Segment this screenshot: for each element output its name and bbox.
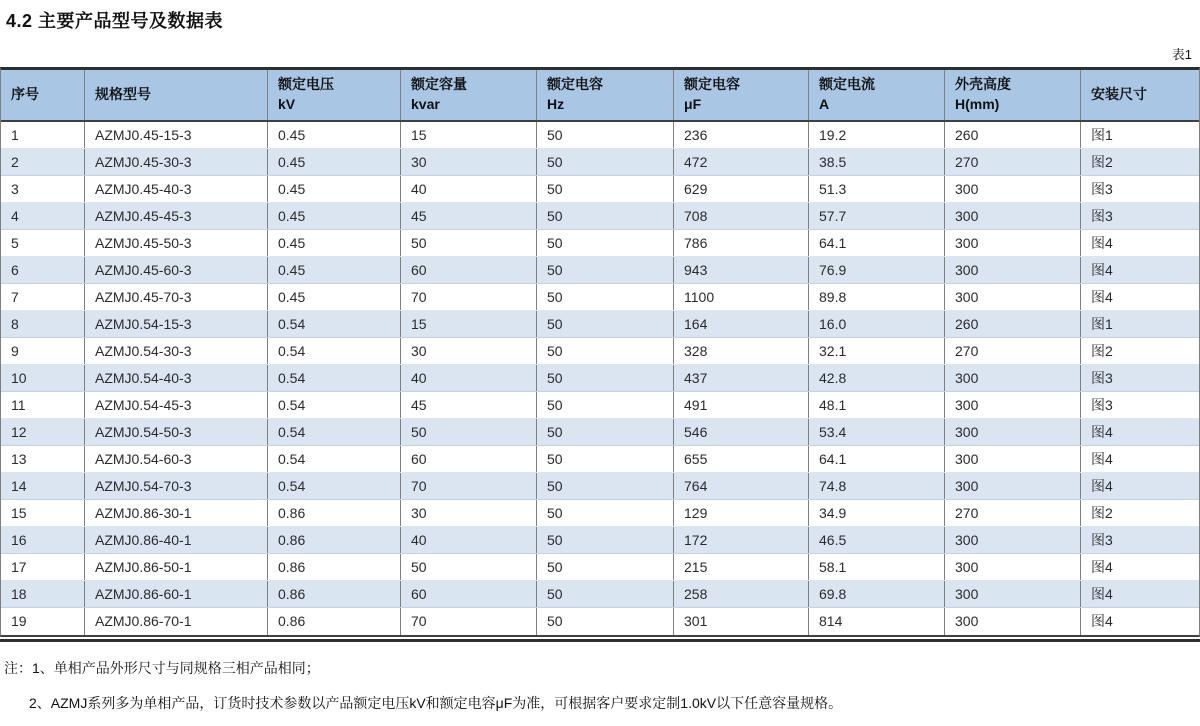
table-cell: 0.86 — [268, 500, 401, 526]
table-cell: 215 — [674, 554, 809, 580]
table-cell: 45 — [401, 392, 537, 418]
table-cell: 1 — [1, 122, 85, 148]
table-row — [1, 473, 1199, 500]
note-line-1 — [4, 659, 1200, 679]
table-cell: 300 — [945, 419, 1081, 445]
table-cell: AZMJ0.86-70-1 — [85, 608, 268, 635]
table-cell: AZMJ0.54-15-3 — [85, 311, 268, 337]
table-cell: 42.8 — [809, 365, 945, 391]
table-cell: 50 — [537, 581, 674, 607]
table-row — [1, 230, 1199, 257]
table-cell: 0.54 — [268, 338, 401, 364]
table-cell: 546 — [674, 419, 809, 445]
table-cell: 32.1 — [809, 338, 945, 364]
table-cell: 70 — [401, 284, 537, 310]
table-cell: 图4 — [1091, 289, 1113, 305]
table-cell: 50 — [401, 554, 537, 580]
table-cell: 300 — [945, 230, 1081, 256]
table-cell: 0.54 — [268, 446, 401, 472]
table-cell: 300 — [945, 365, 1081, 391]
table-row — [1, 527, 1199, 554]
table-cell: AZMJ0.54-30-3 — [85, 338, 268, 364]
table-cell: 图3 — [1091, 532, 1113, 548]
table-cell: 76.9 — [809, 257, 945, 283]
table-cell: 2 — [1, 149, 85, 175]
table-bottom-border — [0, 639, 1200, 642]
table-cell: 50 — [537, 176, 674, 202]
table-cell: AZMJ0.45-45-3 — [85, 203, 268, 229]
table-cell: 300 — [945, 581, 1081, 607]
table-cell: 图3 — [1091, 397, 1113, 413]
table-row — [1, 419, 1199, 446]
table-cell: 300 — [945, 176, 1081, 202]
table-label: 表1 — [1171, 47, 1192, 62]
column-header-3: 额定电压 kV — [268, 70, 401, 120]
table-header-row — [1, 70, 1199, 122]
table-cell: 50 — [537, 149, 674, 175]
table-cell: 491 — [674, 392, 809, 418]
table-cell: 图2 — [1091, 343, 1113, 359]
table-cell: 300 — [945, 257, 1081, 283]
table-cell: 50 — [537, 122, 674, 148]
note-1-text: 1、单相产品外形尺寸与同规格三相产品相同； — [32, 660, 320, 676]
table-cell: 15 — [401, 122, 537, 148]
table-cell: 图3 — [1091, 370, 1113, 386]
table-cell: 13 — [1, 446, 85, 472]
table-cell: 0.86 — [268, 554, 401, 580]
table-cell: 图2 — [1091, 154, 1113, 170]
page-title: 4.2 主要产品型号及数据表 — [6, 11, 224, 31]
table-cell: 60 — [401, 446, 537, 472]
table-cell: 15 — [1, 500, 85, 526]
table-cell: 34.9 — [809, 500, 945, 526]
table-cell: 270 — [945, 338, 1081, 364]
table-cell: 4 — [1, 203, 85, 229]
table-cell: 50 — [537, 473, 674, 499]
table-cell: 7 — [1, 284, 85, 310]
table-cell: 8 — [1, 311, 85, 337]
table-row — [1, 203, 1199, 230]
table-cell: AZMJ0.54-70-3 — [85, 473, 268, 499]
table-cell: 46.5 — [809, 527, 945, 553]
table-cell: 3 — [1, 176, 85, 202]
table-cell: 图4 — [1091, 235, 1113, 251]
table-cell: 629 — [674, 176, 809, 202]
table-cell: 图4 — [1091, 559, 1113, 575]
column-header-8: 外壳高度 H(mm) — [945, 70, 1081, 120]
table-cell: 260 — [945, 311, 1081, 337]
table-cell: 50 — [537, 392, 674, 418]
table-cell: 16.0 — [809, 311, 945, 337]
table-cell: 69.8 — [809, 581, 945, 607]
table-cell: 0.45 — [268, 257, 401, 283]
table-cell: 50 — [537, 608, 674, 635]
table-cell: 6 — [1, 257, 85, 283]
table-cell: 图4 — [1091, 586, 1113, 602]
table-cell: 0.45 — [268, 176, 401, 202]
column-header-9: 安装尺寸 — [1091, 86, 1147, 103]
table-cell: 50 — [537, 230, 674, 256]
column-header-7: 额定电流 A — [809, 70, 945, 120]
table-cell: 0.45 — [268, 203, 401, 229]
table-cell: 17 — [1, 554, 85, 580]
table-cell: 5 — [1, 230, 85, 256]
table-cell: 图4 — [1091, 262, 1113, 278]
notes-section — [0, 659, 1200, 713]
table-cell: 89.8 — [809, 284, 945, 310]
table-cell: 53.4 — [809, 419, 945, 445]
table-cell: 10 — [1, 365, 85, 391]
table-cell: 64.1 — [809, 446, 945, 472]
table-cell: 300 — [945, 284, 1081, 310]
table-cell: 19.2 — [809, 122, 945, 148]
table-cell: AZMJ0.54-40-3 — [85, 365, 268, 391]
table-cell: 50 — [537, 419, 674, 445]
table-cell: 260 — [945, 122, 1081, 148]
table-cell: AZMJ0.86-40-1 — [85, 527, 268, 553]
table-cell: 0.86 — [268, 608, 401, 635]
table-cell: 301 — [674, 608, 809, 635]
table-cell: 0.54 — [268, 419, 401, 445]
table-cell: 48.1 — [809, 392, 945, 418]
table-cell: 172 — [674, 527, 809, 553]
table-cell: 70 — [401, 608, 537, 635]
table-cell: 300 — [945, 446, 1081, 472]
table-cell: AZMJ0.54-45-3 — [85, 392, 268, 418]
table-cell: 图1 — [1091, 127, 1113, 143]
table-row — [1, 554, 1199, 581]
table-cell: AZMJ0.54-60-3 — [85, 446, 268, 472]
table-cell: 38.5 — [809, 149, 945, 175]
table-cell: 图2 — [1091, 505, 1113, 521]
table-cell: 40 — [401, 527, 537, 553]
table-cell: 图3 — [1091, 208, 1113, 224]
table-cell: 300 — [945, 527, 1081, 553]
table-cell: 50 — [537, 365, 674, 391]
table-cell: AZMJ0.86-50-1 — [85, 554, 268, 580]
table-cell: 50 — [537, 338, 674, 364]
table-row — [1, 446, 1199, 473]
table-row — [1, 284, 1199, 311]
product-spec-table — [0, 67, 1200, 637]
table-cell: 236 — [674, 122, 809, 148]
table-cell: 0.45 — [268, 122, 401, 148]
column-header-1: 序号 — [1, 70, 85, 120]
table-cell: 50 — [537, 203, 674, 229]
table-cell: 9 — [1, 338, 85, 364]
note-line-2: 2、AZMJ系列多为单相产品，订货时技术参数以产品额定电压kV和额定电容μF为准，可根据客户要求定制1.0kV以下任意容量规格。 — [29, 694, 843, 711]
table-cell: 图4 — [1091, 451, 1113, 467]
table-cell: 164 — [674, 311, 809, 337]
table-row — [1, 608, 1199, 635]
table-cell: 12 — [1, 419, 85, 445]
table-cell: AZMJ0.45-50-3 — [85, 230, 268, 256]
table-row — [1, 122, 1199, 149]
table-row — [1, 365, 1199, 392]
table-cell: 50 — [537, 554, 674, 580]
table-cell: 0.86 — [268, 527, 401, 553]
table-row — [1, 581, 1199, 608]
table-cell: 0.54 — [268, 311, 401, 337]
table-cell: 30 — [401, 338, 537, 364]
table-cell: 45 — [401, 203, 537, 229]
column-header-2: 规格型号 — [85, 70, 268, 120]
table-cell: 51.3 — [809, 176, 945, 202]
table-cell: 14 — [1, 473, 85, 499]
table-cell: AZMJ0.45-70-3 — [85, 284, 268, 310]
table-cell: 50 — [537, 500, 674, 526]
table-cell: 270 — [945, 149, 1081, 175]
table-cell: 50 — [537, 284, 674, 310]
table-cell: 258 — [674, 581, 809, 607]
table-cell: 60 — [401, 257, 537, 283]
table-cell: 0.45 — [268, 149, 401, 175]
table-cell: 0.54 — [268, 473, 401, 499]
table-cell: 1100 — [674, 284, 809, 310]
table-cell: 40 — [401, 365, 537, 391]
table-cell: 0.86 — [268, 581, 401, 607]
note-prefix: 注： — [4, 660, 32, 676]
table-cell: 70 — [401, 473, 537, 499]
table-cell: 814 — [809, 608, 945, 635]
table-cell: AZMJ0.45-30-3 — [85, 149, 268, 175]
table-cell: 437 — [674, 365, 809, 391]
table-row — [1, 392, 1199, 419]
table-cell: 50 — [401, 230, 537, 256]
table-cell: AZMJ0.54-50-3 — [85, 419, 268, 445]
table-cell: AZMJ0.86-60-1 — [85, 581, 268, 607]
table-cell: 16 — [1, 527, 85, 553]
table-cell: 300 — [945, 608, 1081, 635]
table-cell: AZMJ0.45-60-3 — [85, 257, 268, 283]
table-row — [1, 149, 1199, 176]
table-cell: 708 — [674, 203, 809, 229]
table-cell: 50 — [401, 419, 537, 445]
table-cell: 图3 — [1091, 181, 1113, 197]
table-cell: 58.1 — [809, 554, 945, 580]
table-cell: 11 — [1, 392, 85, 418]
table-cell: 764 — [674, 473, 809, 499]
table-row — [1, 176, 1199, 203]
table-cell: 60 — [401, 581, 537, 607]
table-cell: 30 — [401, 149, 537, 175]
column-header-4: 额定容量 kvar — [401, 70, 537, 120]
table-cell: 19 — [1, 608, 85, 635]
table-cell: 0.45 — [268, 284, 401, 310]
table-cell: 300 — [945, 473, 1081, 499]
table-cell: AZMJ0.86-30-1 — [85, 500, 268, 526]
table-cell: 30 — [401, 500, 537, 526]
table-row — [1, 257, 1199, 284]
table-cell: 300 — [945, 554, 1081, 580]
table-cell: 50 — [537, 527, 674, 553]
table-cell: 300 — [945, 203, 1081, 229]
table-cell: 786 — [674, 230, 809, 256]
column-header-6: 额定电容 μF — [674, 70, 809, 120]
table-cell: 图4 — [1091, 613, 1113, 629]
table-cell: 50 — [537, 257, 674, 283]
table-cell: 300 — [945, 392, 1081, 418]
table-cell: 472 — [674, 149, 809, 175]
table-cell: 270 — [945, 500, 1081, 526]
table-cell: 图4 — [1091, 424, 1113, 440]
table-row — [1, 311, 1199, 338]
table-cell: 943 — [674, 257, 809, 283]
table-cell: AZMJ0.45-40-3 — [85, 176, 268, 202]
table-body — [1, 122, 1199, 635]
table-cell: 64.1 — [809, 230, 945, 256]
table-cell: 15 — [401, 311, 537, 337]
table-cell: 0.54 — [268, 392, 401, 418]
table-cell: 40 — [401, 176, 537, 202]
table-cell: 18 — [1, 581, 85, 607]
column-header-5: 额定电容 Hz — [537, 70, 674, 120]
table-cell: 57.7 — [809, 203, 945, 229]
table-row — [1, 338, 1199, 365]
table-cell: 50 — [537, 311, 674, 337]
table-cell: 图1 — [1091, 316, 1113, 332]
table-cell: 129 — [674, 500, 809, 526]
table-cell: 74.8 — [809, 473, 945, 499]
table-cell: 0.45 — [268, 230, 401, 256]
table-cell: 328 — [674, 338, 809, 364]
table-cell: 0.54 — [268, 365, 401, 391]
table-cell: 图4 — [1091, 478, 1113, 494]
table-cell: 655 — [674, 446, 809, 472]
table-cell: AZMJ0.45-15-3 — [85, 122, 268, 148]
table-row — [1, 500, 1199, 527]
table-cell: 50 — [537, 446, 674, 472]
